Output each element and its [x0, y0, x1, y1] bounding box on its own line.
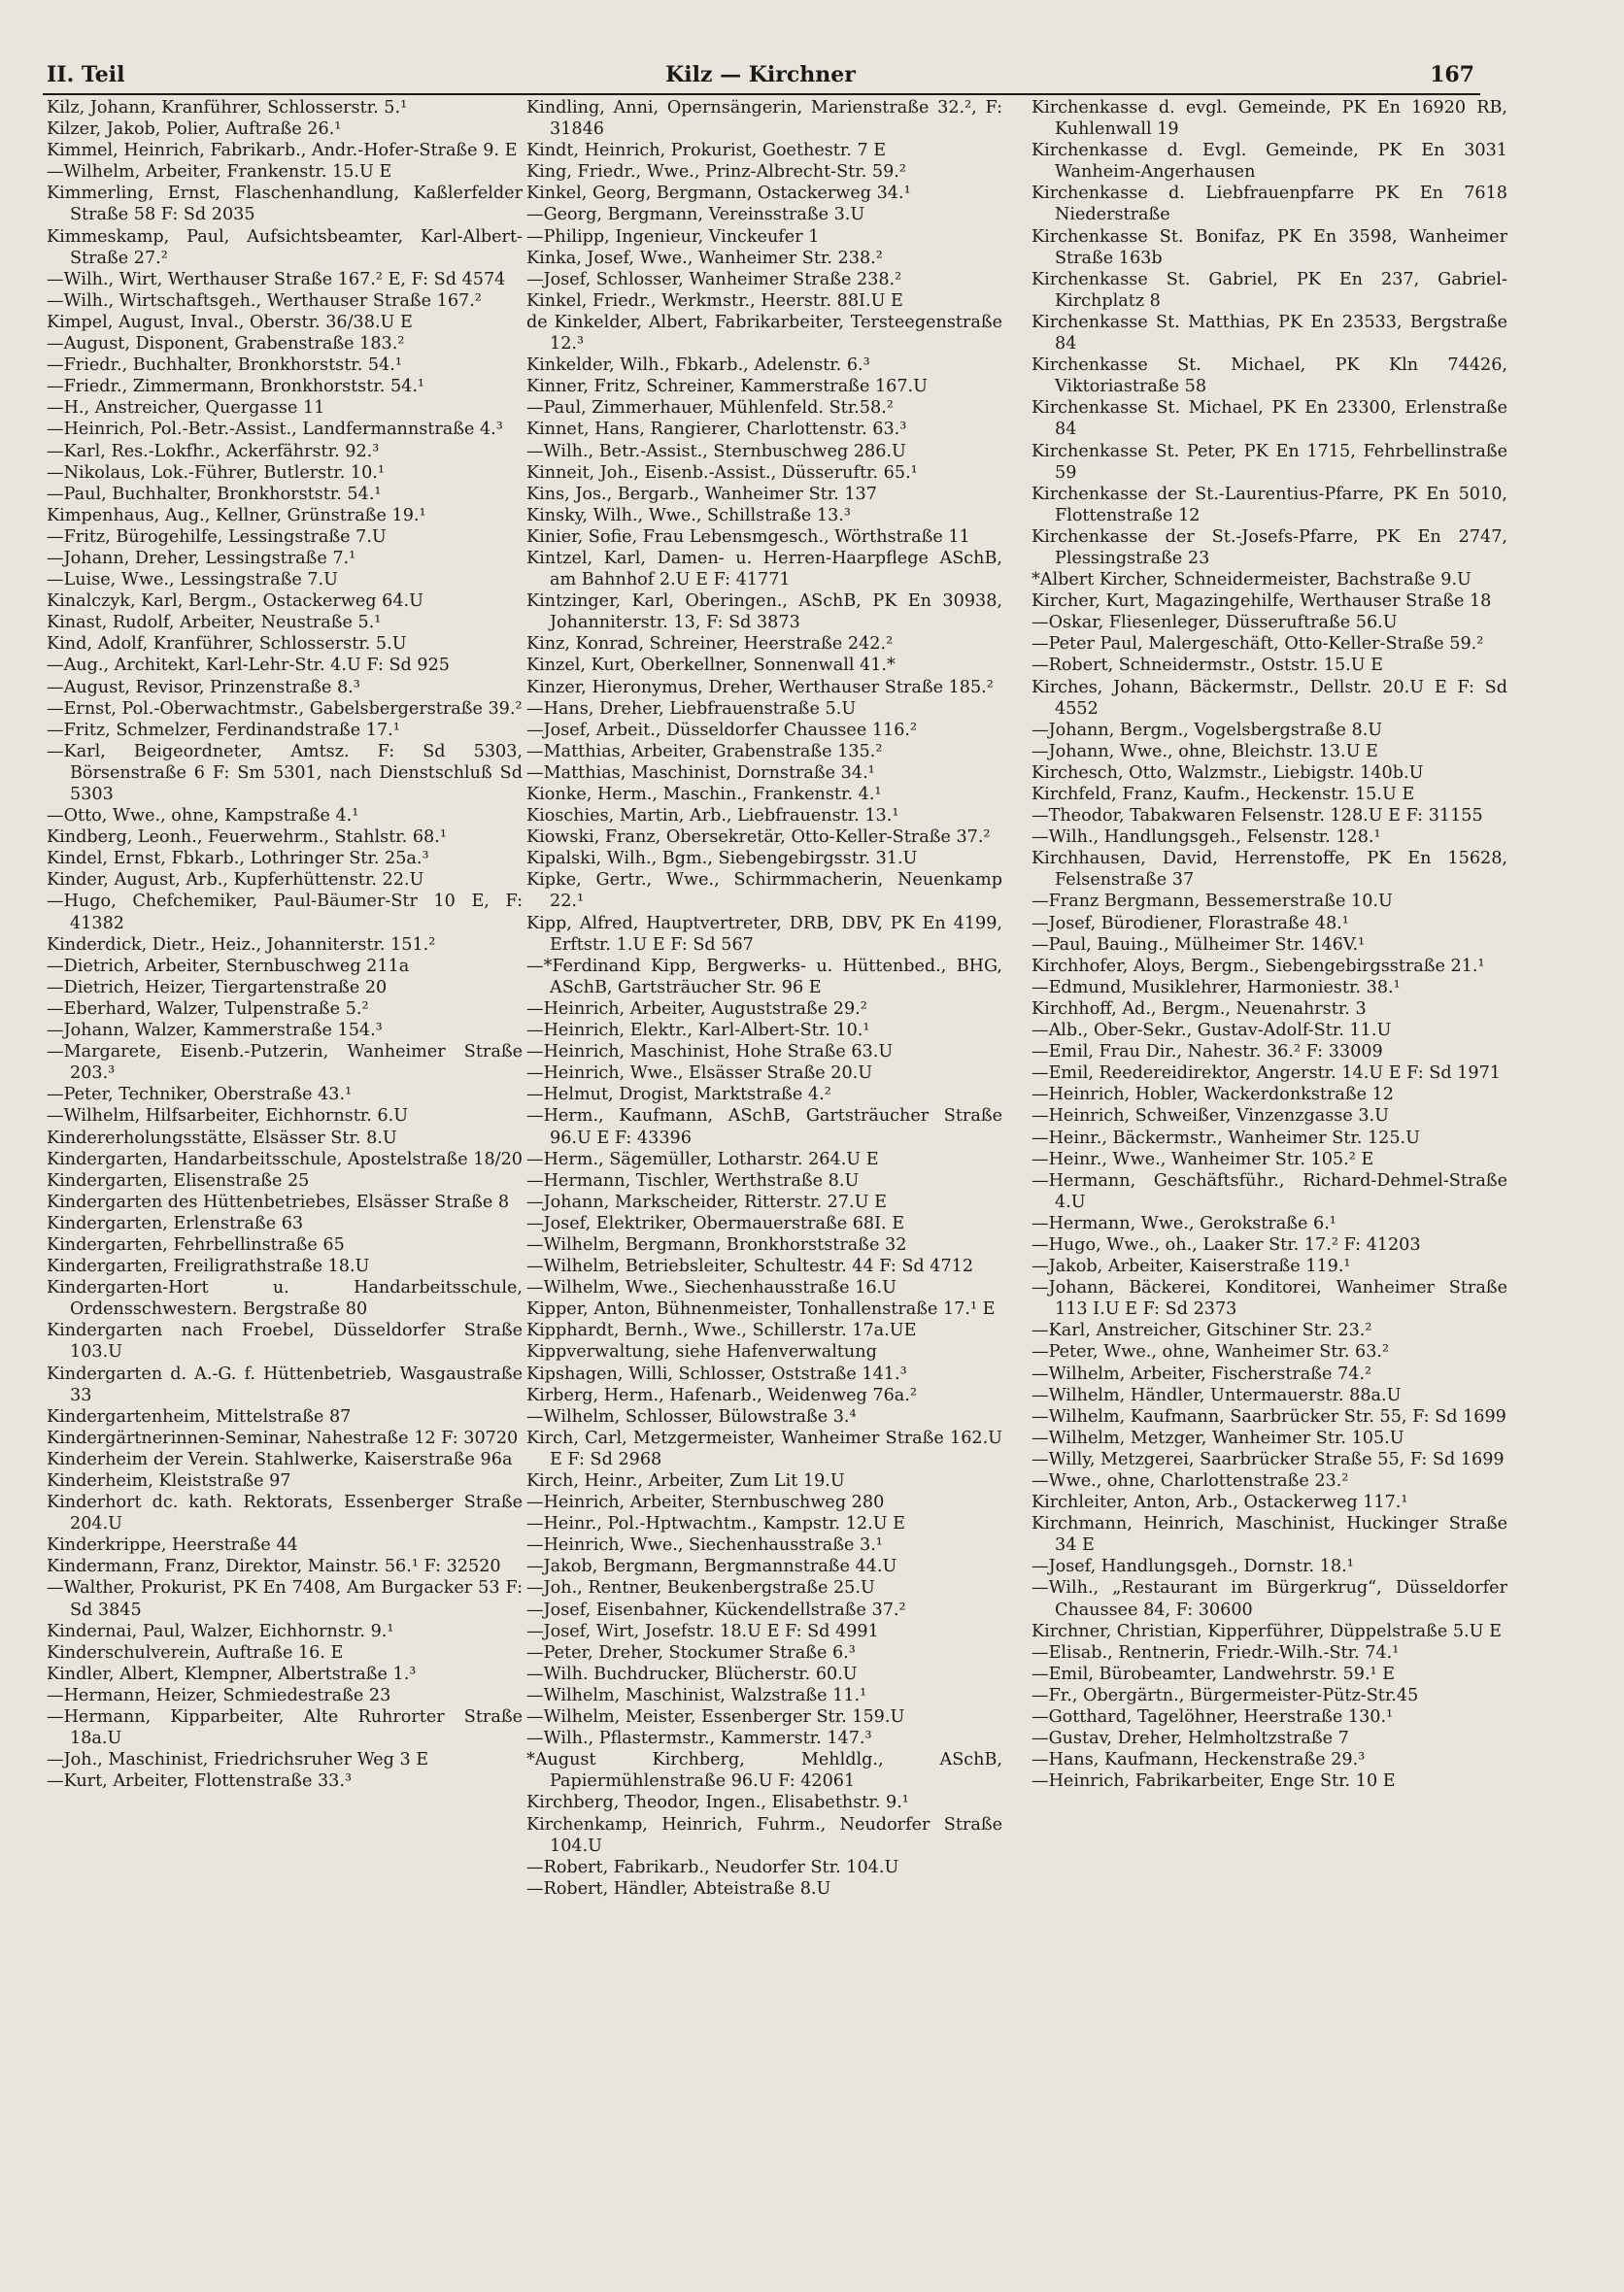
directory-entry: Kindergarten-Hort u. Handarbeitsschule, Ordensschwestern. Bergstraße 80 — [47, 1278, 523, 1320]
directory-entry: —Nikolaus, Lok.-Führer, Butlerstr. 10.¹ — [47, 462, 385, 483]
directory-entry: —Karl, Anstreicher, Gitschiner Str. 23.² — [1032, 1321, 1372, 1341]
directory-entry: —Theodor, Tabakwaren Felsenstr. 128.U E F: 31155 — [1032, 806, 1483, 826]
directory-entry: Kirchenkasse der St.-Josefs-Pfarre, PK En 2747, Plessingstraße 23 — [1032, 526, 1507, 568]
directory-entry: —Fritz, Schmelzer, Ferdinandstraße 17.¹ — [47, 720, 400, 740]
directory-entry: Kinalczyk, Karl, Bergm., Ostackerweg 64.U — [47, 591, 423, 612]
directory-entry: Kindergartenheim, Mittelstraße 87 — [47, 1406, 352, 1427]
directory-entry: —Matthias, Arbeiter, Grabenstraße 135.² — [526, 741, 883, 761]
directory-entry: Kirchner, Christian, Kipperführer, Düppelstraße 5.U E — [1032, 1621, 1502, 1641]
directory-entry: Kindberg, Leonh., Feuerwehrm., Stahlstr. 68.¹ — [47, 827, 447, 848]
directory-entry: —Matthias, Maschinist, Dornstraße 34.¹ — [526, 762, 875, 783]
directory-entry: —Heinrich, Pol.-Betr.-Assist., Landfermannstraße 4.³ — [47, 420, 503, 440]
name-range: Kilz — Kirchner — [665, 62, 856, 87]
directory-entry: Kirchenkasse der St.-Laurentius-Pfarre, PK En 5010, Flottenstraße 12 — [1032, 484, 1507, 525]
directory-entry: Kipphardt, Bernh., Wwe., Schillerstr. 17a.UE — [526, 1321, 917, 1341]
directory-entry: Kindergarten d. A.-G. f. Hüttenbetrieb, Wasgaustraße 33 — [47, 1364, 523, 1405]
directory-entry: —Georg, Bergmann, Vereinsstraße 3.U — [526, 205, 865, 225]
directory-entry: —Josef, Bürodiener, Florastraße 48.¹ — [1032, 913, 1349, 933]
directory-entry: —Edmund, Musiklehrer, Harmoniestr. 38.¹ — [1032, 977, 1401, 997]
directory-entry: —Emil, Frau Dir., Nahestr. 36.² F: 33009 — [1032, 1042, 1383, 1062]
directory-entry: —Heinrich, Wwe., Siechenhausstraße 3.¹ — [526, 1535, 883, 1556]
directory-entry: Kilz, Johann, Kranführer, Schlosserstr. 5.¹ — [47, 98, 408, 118]
directory-entry: Kirchenkasse St. Michael, PK En 23300, Erlenstraße 84 — [1032, 398, 1507, 440]
directory-entry: Kinast, Rudolf, Arbeiter, Neustraße 5.¹ — [47, 613, 382, 633]
directory-entry: Kindler, Albert, Klempner, Albertstraße 1.³ — [47, 1664, 417, 1684]
directory-entry: —Josef, Handlungsgeh., Dornstr. 18.¹ — [1032, 1557, 1354, 1577]
directory-entry: —Wilhelm, Schlosser, Bülowstraße 3.⁴ — [526, 1406, 857, 1427]
directory-entry: Kinneit, Joh., Eisenb.-Assist., Düsseruftr. 65.¹ — [526, 462, 918, 483]
directory-entry: Kirchenkasse St. Gabriel, PK En 237, Gabriel-Kirchplatz 8 — [1032, 269, 1507, 311]
directory-entry: —Aug., Architekt, Karl-Lehr-Str. 4.U F: Sd 925 — [47, 656, 450, 676]
directory-entry: —Ernst, Pol.-Oberwachtmstr., Gabelsbergerstraße 39.² — [47, 698, 523, 719]
directory-entry: —Karl, Beigeordneter, Amtsz. F: Sd 5303, Börsenstraße 6 F: Sm 5301, nach Dienstschluß Sd 5303 — [47, 741, 523, 804]
directory-entry: —Hugo, Wwe., oh., Laaker Str. 17.² F: 41203 — [1032, 1234, 1421, 1255]
directory-entry: Kindergarten des Hüttenbetriebes, Elsässer Straße 8 — [47, 1192, 510, 1212]
directory-entry: Kinzer, Hieronymus, Dreher, Werthauser Straße 185.² — [526, 677, 994, 697]
directory-entry: Kirchenkasse d. Liebfrauenpfarre PK En 7618 Niederstraße — [1032, 184, 1507, 225]
page-number: 167 — [1430, 62, 1474, 87]
directory-entry: Kindergarten, Erlenstraße 63 — [47, 1213, 304, 1233]
directory-entry: Kintzinger, Karl, Oberingen., ASchB, PK En 30938, Johanniterstr. 13, F: Sd 3873 — [526, 591, 1002, 633]
directory-entry: —Karl, Res.-Lokfhr., Ackerfährstr. 92.³ — [47, 441, 380, 461]
directory-entry: —Herm., Kaufmann, ASchB, Gartsträucher Straße 96.U E F: 43396 — [526, 1106, 1002, 1148]
directory-entry: —Emil, Reedereidirektor, Angerstr. 14.U E F: Sd 1971 — [1032, 1063, 1501, 1084]
directory-entry: —Paul, Bauing., Mülheimer Str. 146V.¹ — [1032, 934, 1366, 955]
directory-entry: Kirchenkasse St. Bonifaz, PK En 3598, Wanheimer Straße 163b — [1032, 226, 1507, 268]
directory-entry: —Jakob, Arbeiter, Kaiserstraße 119.¹ — [1032, 1257, 1351, 1277]
directory-entry: Kirchhoff, Ad., Bergm., Neuenahrstr. 3 — [1032, 998, 1367, 1019]
directory-entry: Kinkel, Friedr., Werkmstr., Heerstr. 88I.U E — [526, 290, 903, 311]
directory-entry: —Alb., Ober-Sekr., Gustav-Adolf-Str. 11.U — [1032, 1021, 1392, 1041]
directory-entry: —Peter, Techniker, Oberstraße 43.¹ — [47, 1085, 353, 1105]
directory-entry: Kirches, Johann, Bäckermstr., Dellstr. 20.U E F: Sd 4552 — [1032, 677, 1507, 719]
directory-entry: *Albert Kircher, Schneidermeister, Bachstraße 9.U — [1032, 570, 1472, 590]
directory-entry: Kimmerling, Ernst, Flaschenhandlung, Kaßlerfelder Straße 58 F: Sd 2035 — [47, 184, 523, 225]
directory-entry: —Franz Bergmann, Bessemerstraße 10.U — [1032, 892, 1393, 912]
directory-entry: —Heinrich, Arbeiter, Auguststraße 29.² — [526, 998, 867, 1019]
directory-entry: —Wilhelm, Metzger, Wanheimer Str. 105.U — [1032, 1428, 1404, 1448]
directory-entry: —Helmut, Drogist, Marktstraße 4.² — [526, 1085, 831, 1105]
directory-entry: —Josef, Arbeit., Düsseldorfer Chaussee 116.² — [526, 720, 918, 740]
directory-entry: —Robert, Schneidermstr., Oststr. 15.U E — [1032, 656, 1384, 676]
directory-entry: —August, Revisor, Prinzenstraße 8.³ — [47, 677, 360, 697]
directory-entry: Kirchenkasse d. Evgl. Gemeinde, PK En 3031 Wanheim-Angerhausen — [1032, 141, 1507, 183]
directory-entry: Kiowski, Franz, Obersekretär, Otto-Keller-Straße 37.² — [526, 827, 991, 848]
directory-entry: —Johann, Markscheider, Ritterstr. 27.U E — [526, 1192, 887, 1212]
directory-entry: —Gotthard, Tagelöhner, Heerstraße 130.¹ — [1032, 1707, 1394, 1728]
directory-entry: —Gustav, Dreher, Helmholtzstraße 7 — [1032, 1729, 1349, 1749]
directory-entry: —Philipp, Ingenieur, Vinckeufer 1 — [526, 226, 820, 247]
directory-entry: —Hermann, Geschäftsführ., Richard-Dehmel-Straße 4.U — [1032, 1170, 1507, 1212]
directory-entry: Kindling, Anni, Opernsängerin, Marienstraße 32.², F: 31846 — [526, 98, 1002, 140]
directory-entry: Kinderheim der Verein. Stahlwerke, Kaiserstraße 96a — [47, 1449, 513, 1469]
directory-entry: Kindergarten, Freiligrathstraße 18.U — [47, 1257, 370, 1277]
directory-entry: —Wilh., Wirt, Werthauser Straße 167.² E, F: Sd 4574 — [47, 269, 506, 289]
directory-entry: —Johann, Dreher, Lessingstraße 7.¹ — [47, 548, 356, 568]
directory-entry: —Heinr., Pol.-Hptwachtm., Kampstr. 12.U E — [526, 1514, 905, 1534]
directory-entry: Kindergarten nach Froebel, Düsseldorfer Straße 103.U — [47, 1321, 523, 1363]
directory-entry: Kirchesch, Otto, Walzmstr., Liebigstr. 140b.U — [1032, 762, 1424, 783]
page-header — [47, 62, 1474, 97]
directory-entry: Kinkel, Georg, Bergmann, Ostackerweg 34.¹ — [526, 184, 911, 204]
directory-entry: Kippverwaltung, siehe Hafenverwaltung — [526, 1342, 877, 1363]
directory-entry: —Joh., Rentner, Beukenbergstraße 25.U — [526, 1578, 875, 1599]
directory-entry: —Heinrich, Fabrikarbeiter, Enge Str. 10 E — [1032, 1771, 1396, 1792]
directory-entry: King, Friedr., Wwe., Prinz-Albrecht-Str. 59.² — [526, 162, 906, 183]
directory-entry: —Friedr., Zimmermann, Bronkhorststr. 54.¹ — [47, 377, 424, 397]
directory-entry: —Hermann, Wwe., Gerokstraße 6.¹ — [1032, 1213, 1336, 1233]
directory-entry: —Robert, Händler, Abteistraße 8.U — [526, 1878, 831, 1899]
directory-entry: —Hermann, Heizer, Schmiedestraße 23 — [47, 1685, 391, 1705]
directory-entry: —Dietrich, Heizer, Tiergartenstraße 20 — [47, 977, 388, 997]
directory-entry: Kirch, Heinr., Arbeiter, Zum Lit 19.U — [526, 1471, 845, 1491]
directory-entry: Kindergarten, Handarbeitsschule, Apostelstraße 18/20 — [47, 1149, 523, 1169]
directory-entry: —Peter Paul, Malergeschäft, Otto-Keller-Straße 59.² — [1032, 634, 1484, 655]
directory-entry: Kircher, Kurt, Magazingehilfe, Werthauser Straße 18 — [1032, 591, 1492, 612]
directory-entry: —Heinrich, Maschinist, Hohe Straße 63.U — [526, 1042, 894, 1062]
directory-entry: —*Ferdinand Kipp, Bergwerks- u. Hüttenbed., BHG, ASchB, Gartsträucher Str. 96 E — [526, 956, 1002, 997]
directory-entry: —Herm., Sägemüller, Lotharstr. 264.U E — [526, 1149, 879, 1169]
directory-entry: —Wilhelm, Händler, Untermauerstr. 88a.U — [1032, 1385, 1402, 1405]
directory-entry: —H., Anstreicher, Quergasse 11 — [47, 398, 325, 419]
directory-entry: —Walther, Prokurist, PK En 7408, Am Burgacker 53 F: Sd 3845 — [47, 1578, 523, 1620]
directory-entry: Kionke, Herm., Maschin., Frankenstr. 4.¹ — [526, 785, 882, 804]
directory-entry: —Wilhelm, Arbeiter, Frankenstr. 15.U E — [47, 162, 392, 183]
directory-entry: Kipper, Anton, Bühnenmeister, Tonhallenstraße 17.¹ E — [526, 1299, 996, 1320]
directory-entry: —Kurt, Arbeiter, Flottenstraße 33.³ — [47, 1771, 353, 1792]
directory-entry: —Wilh., „Restaurant im Bürgerkrug“, Düsseldorfer Chaussee 84, F: 30600 — [1032, 1578, 1507, 1620]
directory-entry: —Heinr., Wwe., Wanheimer Str. 105.² E — [1032, 1149, 1374, 1169]
directory-entry: —Hermann, Tischler, Werthstraße 8.U — [526, 1170, 860, 1191]
directory-entry: Kinder, August, Arb., Kupferhüttenstr. 22.U — [47, 870, 424, 891]
directory-entry: —Wilhelm, Betriebsleiter, Schultestr. 44 F: Sd 4712 — [526, 1257, 974, 1277]
directory-entry: —Heinrich, Arbeiter, Sternbuschweg 280 — [526, 1493, 885, 1513]
directory-entry: —Wwe., ohne, Charlottenstraße 23.² — [1032, 1471, 1349, 1491]
directory-entry: —Johann, Wwe., ohne, Bleichstr. 13.U E — [1032, 741, 1378, 761]
directory-entry: —Wilh., Handlungsgeh., Felsenstr. 128.¹ — [1032, 827, 1381, 848]
directory-entry: —Otto, Wwe., ohne, Kampstraße 4.¹ — [47, 806, 359, 826]
directory-entry: —Paul, Zimmerhauer, Mühlenfeld. Str.58.² — [526, 398, 894, 419]
directory-entry: —Johann, Bäckerei, Konditorei, Wanheimer Straße 113 I.U E F: Sd 2373 — [1032, 1278, 1507, 1320]
directory-entry: Kirchenkamp, Heinrich, Fuhrm., Neudorfer Straße 104.U — [526, 1814, 1002, 1856]
directory-entry: Kimmeskamp, Paul, Aufsichtsbeamter, Karl-Albert-Straße 27.² — [47, 226, 523, 268]
directory-entry: Kinderheim, Kleiststraße 97 — [47, 1471, 291, 1491]
directory-entry: Kirchberg, Theodor, Ingen., Elisabethstr. 9.¹ — [526, 1793, 909, 1813]
directory-entry: —Josef, Elektriker, Obermauerstraße 68I. E — [526, 1213, 905, 1233]
directory-entry: *August Kirchberg, Mehldlg., ASchB, Papiermühlenstraße 96.U F: 42061 — [526, 1750, 1002, 1792]
directory-entry: —Wilhelm, Arbeiter, Fischerstraße 74.² — [1032, 1364, 1372, 1384]
directory-entry: Kinsky, Wilh., Wwe., Schillstraße 13.³ — [526, 505, 851, 525]
directory-entry: Kirchfeld, Franz, Kaufm., Heckenstr. 15.U E — [1032, 785, 1415, 804]
directory-entry: Kinzel, Kurt, Oberkellner, Sonnenwall 41.* — [526, 656, 896, 676]
directory-entry: —Hans, Dreher, Liebfrauenstraße 5.U — [526, 698, 857, 719]
directory-entry: —Wilhelm, Bergmann, Bronkhorststraße 32 — [526, 1234, 907, 1255]
directory-entry: Kindererholungsstätte, Elsässer Str. 8.U — [47, 1128, 397, 1148]
directory-entry: Kirchenkasse St. Michael, PK Kln 74426, Viktoriastraße 58 — [1032, 355, 1507, 397]
directory-entry: —Fr., Obergärtn., Bürgermeister-Pütz-Str.45 — [1032, 1685, 1419, 1705]
directory-entry: —Jakob, Bergmann, Bergmannstraße 44.U — [526, 1557, 897, 1577]
directory-entry: —Heinrich, Wwe., Elsässer Straße 20.U — [526, 1063, 873, 1084]
column-2 — [526, 97, 1002, 2263]
directory-entry: Kirchmann, Heinrich, Maschinist, Huckinger Straße 34 E — [1032, 1514, 1507, 1556]
column-3 — [1032, 97, 1507, 2263]
header-rule — [43, 93, 1480, 95]
directory-entry: Kindergarten, Fehrbellinstraße 65 — [47, 1234, 345, 1255]
directory-entry: Kinier, Sofie, Frau Lebensmgesch., Wörthstraße 11 — [526, 526, 970, 547]
directory-entry: Kirchhofer, Aloys, Bergm., Siebengebirgsstraße 21.¹ — [1032, 956, 1485, 976]
directory-entry: Kindernai, Paul, Walzer, Eichhornstr. 9.¹ — [47, 1621, 394, 1641]
directory-entry: Kindergarten, Elisenstraße 25 — [47, 1170, 310, 1191]
directory-entry: —Emil, Bürobeamter, Landwehrstr. 59.¹ E — [1032, 1664, 1396, 1684]
directory-entry: —Heinrich, Hobler, Wackerdonkstraße 12 — [1032, 1085, 1394, 1105]
directory-entry: Kirchhausen, David, Herrenstoffe, PK En 15628, Felsenstraße 37 — [1032, 849, 1507, 891]
directory-entry: Kinz, Konrad, Schreiner, Heerstraße 242.² — [526, 634, 894, 655]
directory-entry: —Wilhelm, Wwe., Siechenhausstraße 16.U — [526, 1278, 897, 1298]
directory-entry: —Hugo, Chefchemiker, Paul-Bäumer-Str 10 E, F: 41382 — [47, 892, 523, 933]
directory-entry: —Hans, Kaufmann, Heckenstraße 29.³ — [1032, 1750, 1366, 1770]
directory-entry: —Wilh., Wirtschaftsgeh., Werthauser Straße 167.² — [47, 290, 482, 311]
directory-entry: Kilzer, Jakob, Polier, Auftraße 26.¹ — [47, 119, 342, 140]
directory-entry: Kirchenkasse St. Peter, PK En 1715, Fehrbellinstraße 59 — [1032, 441, 1507, 483]
directory-entry: Kinderhort dc. kath. Rektorats, Essenberger Straße 204.U — [47, 1493, 523, 1534]
directory-entry: Kimpel, August, Inval., Oberstr. 36/38.U E — [47, 312, 413, 332]
directory-entry: Kirchenkasse d. evgl. Gemeinde, PK En 16920 RB, Kuhlenwall 19 — [1032, 98, 1507, 140]
directory-entry: —Robert, Fabrikarb., Neudorfer Str. 104.U — [526, 1857, 899, 1877]
directory-entry: —Heinrich, Elektr., Karl-Albert-Str. 10.¹ — [526, 1021, 870, 1041]
directory-entry: —Fritz, Bürogehilfe, Lessingstraße 7.U — [47, 526, 387, 547]
directory-entry: —Wilhelm, Kaufmann, Saarbrücker Str. 55, F: Sd 1699 — [1032, 1406, 1506, 1427]
directory-entry: Kintzel, Karl, Damen- u. Herren-Haarpflege ASchB, am Bahnhof 2.U E F: 41771 — [526, 548, 1002, 590]
directory-entry: Kirchenkasse St. Matthias, PK En 23533, Bergstraße 84 — [1032, 312, 1507, 354]
column-1 — [47, 97, 523, 2263]
directory-entry: —Heinr., Bäckermstr., Wanheimer Str. 125.U — [1032, 1128, 1420, 1148]
directory-entry: Kinderkrippe, Heerstraße 44 — [47, 1535, 298, 1556]
directory-entry: —Eberhard, Walzer, Tulpenstraße 5.² — [47, 998, 369, 1019]
directory-entry: Kins, Jos., Bergarb., Wanheimer Str. 137 — [526, 484, 877, 504]
directory-entry: —Heinrich, Schweißer, Vinzenzgasse 3.U — [1032, 1106, 1389, 1127]
directory-entry: —Wilhelm, Maschinist, Walzstraße 11.¹ — [526, 1685, 867, 1705]
directory-entry: —Elisab., Rentnerin, Friedr.-Wilh.-Str. 74.¹ — [1032, 1642, 1400, 1663]
directory-entry: —Peter, Wwe., ohne, Wanheimer Str. 63.² — [1032, 1342, 1390, 1363]
directory-entry: —Friedr., Buchhalter, Bronkhorststr. 54.¹ — [47, 355, 402, 376]
directory-entry: Kinka, Josef, Wwe., Wanheimer Str. 238.² — [526, 248, 883, 268]
directory-entry: Kind, Adolf, Kranführer, Schlosserstr. 5.U — [47, 634, 407, 655]
directory-entry: Kirchleiter, Anton, Arb., Ostackerweg 117.¹ — [1032, 1493, 1408, 1513]
directory-entry: de Kinkelder, Albert, Fabrikarbeiter, Tersteegenstraße 12.³ — [526, 312, 1002, 354]
directory-entry: —Willy, Metzgerei, Saarbrücker Straße 55, F: Sd 1699 — [1032, 1449, 1505, 1469]
directory-entry: —Peter, Dreher, Stockumer Straße 6.³ — [526, 1642, 856, 1663]
directory-entry: —August, Disponent, Grabenstraße 183.² — [47, 334, 405, 354]
directory-entry: Kinner, Fritz, Schreiner, Kammerstraße 167.U — [526, 377, 928, 397]
directory-entry: Kindergärtnerinnen-Seminar, Nahestraße 12 F: 30720 — [47, 1428, 519, 1448]
directory-entry: —Wilhelm, Hilfsarbeiter, Eichhornstr. 6.U — [47, 1106, 409, 1127]
directory-entry: Kinkelder, Wilh., Fbkarb., Adelenstr. 6.³ — [526, 355, 870, 376]
directory-entry: —Joh., Maschinist, Friedrichsruher Weg 3 E — [47, 1750, 429, 1770]
directory-entry: Kinnet, Hans, Rangierer, Charlottenstr. 63.³ — [526, 420, 907, 440]
directory-entry: —Dietrich, Arbeiter, Sternbuschweg 211a — [47, 956, 410, 976]
directory-entry: —Wilh., Pflastermstr., Kammerstr. 147.³ — [526, 1729, 872, 1749]
directory-entry: Kinderschulverein, Auftraße 16. E — [47, 1642, 344, 1663]
directory-entry: Kipshagen, Willi, Schlosser, Oststraße 141.³ — [526, 1364, 907, 1384]
directory-entry: —Johann, Bergm., Vogelsbergstraße 8.U — [1032, 720, 1383, 740]
directory-entry: —Josef, Eisenbahner, Kückendellstraße 37.² — [526, 1600, 906, 1620]
directory-entry: —Johann, Walzer, Kammerstraße 154.³ — [47, 1021, 383, 1041]
directory-entry: Kirch, Carl, Metzgermeister, Wanheimer Straße 162.U E F: Sd 2968 — [526, 1428, 1002, 1469]
directory-entry: —Josef, Schlosser, Wanheimer Straße 238.² — [526, 269, 902, 289]
directory-entry: Kindel, Ernst, Fbkarb., Lothringer Str. 25a.³ — [47, 849, 429, 869]
directory-entry: —Wilh., Betr.-Assist., Sternbuschweg 286.U — [526, 441, 906, 461]
directory-entry: Kimmel, Heinrich, Fabrikarb., Andr.-Hofer-Straße 9. E — [47, 141, 518, 161]
directory-entry: Kinderdick, Dietr., Heiz., Johanniterstr. 151.² — [47, 934, 436, 955]
directory-entry: Kindermann, Franz, Direktor, Mainstr. 56.¹ F: 32520 — [47, 1557, 501, 1577]
directory-entry: Kioschies, Martin, Arb., Liebfrauenstr. 13.¹ — [526, 806, 899, 826]
directory-entry: Kipalski, Wilh., Bgm., Siebengebirgsstr. 31.U — [526, 849, 918, 869]
directory-entry: —Margarete, Eisenb.-Putzerin, Wanheimer Straße 203.³ — [47, 1042, 523, 1084]
directory-entry: —Wilhelm, Meister, Essenberger Str. 159.U — [526, 1707, 905, 1728]
directory-entry: —Wilh. Buchdrucker, Blücherstr. 60.U — [526, 1664, 858, 1684]
directory-entry: Kirberg, Herm., Hafenarb., Weidenweg 76a.² — [526, 1385, 917, 1405]
directory-entry: —Oskar, Fliesenleger, Düsseruftraße 56.U — [1032, 613, 1398, 633]
directory-entry: —Hermann, Kipparbeiter, Alte Ruhrorter Straße 18a.U — [47, 1707, 523, 1749]
section-label: II. Teil — [47, 62, 125, 87]
directory-entry: —Luise, Wwe., Lessingstraße 7.U — [47, 570, 338, 590]
directory-entry: —Josef, Wirt, Josefstr. 18.U E F: Sd 4991 — [526, 1621, 879, 1641]
directory-entry: Kipp, Alfred, Hauptvertreter, DRB, DBV, PK En 4199, Erftstr. 1.U E F: Sd 567 — [526, 913, 1002, 955]
directory-entry: Kindt, Heinrich, Prokurist, Goethestr. 7 E — [526, 141, 887, 161]
directory-entry: Kipke, Gertr., Wwe., Schirmmacherin, Neuenkamp 22.¹ — [526, 870, 1002, 912]
directory-entry: —Paul, Buchhalter, Bronkhorststr. 54.¹ — [47, 484, 382, 504]
directory-entry: Kimpenhaus, Aug., Kellner, Grünstraße 19.¹ — [47, 505, 426, 525]
